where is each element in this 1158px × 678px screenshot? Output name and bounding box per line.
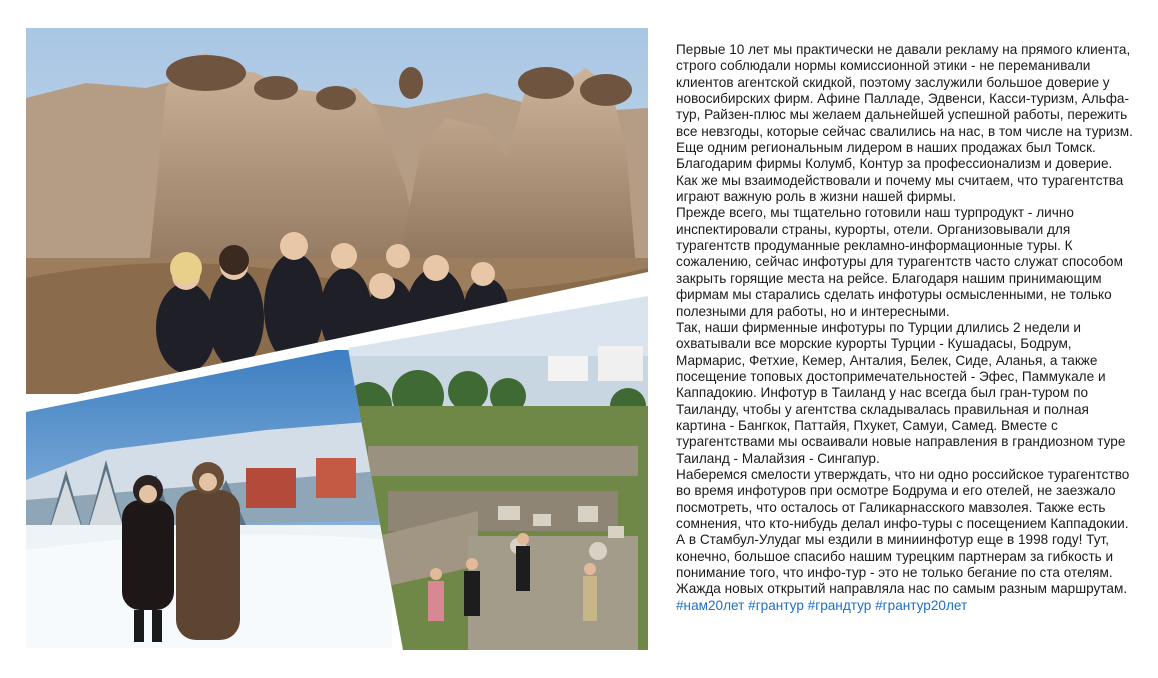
hashtag-link[interactable]: #грандтур xyxy=(807,597,872,613)
hashtag-link[interactable]: #нам20лет xyxy=(676,597,745,613)
paragraph: Так, наши фирменные инфотуры по Турции длились 2 недели и охватывали все морские курорты Турции - Кушадасы, Бодрум, Мармарис, Фетхие, Кемер, Анталия, Белек, Сиде, Аланья, а также посещение топовых достопримечательностей - Эфес, Паммукале и Каппадокию. Инфотур в Таиланд у нас всегда был гран-туром по Таиланду, чтобы у агентства складывалась правильная и полная картина - Бангкок, Паттайя, Пхукет, Самуи, Самед. Вместе с турагентствами мы осваивали новые направления в грандиозном туре Таиланд - Малайзия - Сингапур. xyxy=(676,319,1126,466)
paragraph-last: Наберемся смелости утверждать, что ни одно российское турагентство во время инфотуров при осмотре Бодрума и его отелей, не заезжало посмотреть, что осталось от Галикарнасского мавзолея. Также есть сомнения, что кто-нибудь делал инфо-туры с посещением Каппадокии. А в Стамбул-Улудаг мы ездили в миниинфотур еще в 1998 году! Тут, конечно, большое спасибо нашим турецким партнерам за гибкость и понимание того, что инфо-тур - это не только бегание по ста отелям. Жажда новых открытий направляла нас по самым разным маршрутам. xyxy=(676,466,1130,597)
paragraph: Как же мы взаимодействовали и почему мы считаем, что турагентства играют важную роль в жизни нашей фирмы. xyxy=(676,172,1124,205)
hashtag-link[interactable]: #грантур xyxy=(748,597,804,613)
paragraph-with-hashtags xyxy=(676,467,1138,614)
article-text xyxy=(676,42,1138,614)
hashtag-list xyxy=(676,598,967,613)
paragraph: Прежде всего, мы тщательно готовили наш турпродукт - лично инспектировали страны, курорты, отели. Организовывали для турагентств продуманные рекламно-информационные туры. К сожалению, сейчас инфотуры для турагентств часто служат способом закрыть горящие места на рейсе. Благодаря нашим принимающим фирмам мы старались сделать инфотуры осмысленными, не только полезными для работы, но и интересными. xyxy=(676,205,1123,319)
paragraph: Первые 10 лет мы практически не давали рекламу на прямого клиента, строго соблюдали нормы комиссионной этики - не переманивали клиентов агентской скидкой, поэтому заслужили большое доверие у новосибирских фирм. Афине Палладе, Эдвенси, Касси-туризм, Альфа-тур, Райзен-плюс мы желаем дальнейшей успешной работы, пережить все невзгоды, которые сейчас свалились на нас, в том числе на туризм. Еще одним региональным лидером в наших продажах был Томск. Благодарим фирмы Колумб, Контур за профессионализм и доверие. xyxy=(676,42,1133,172)
hashtag-link[interactable]: #грантур20лет xyxy=(875,597,968,613)
